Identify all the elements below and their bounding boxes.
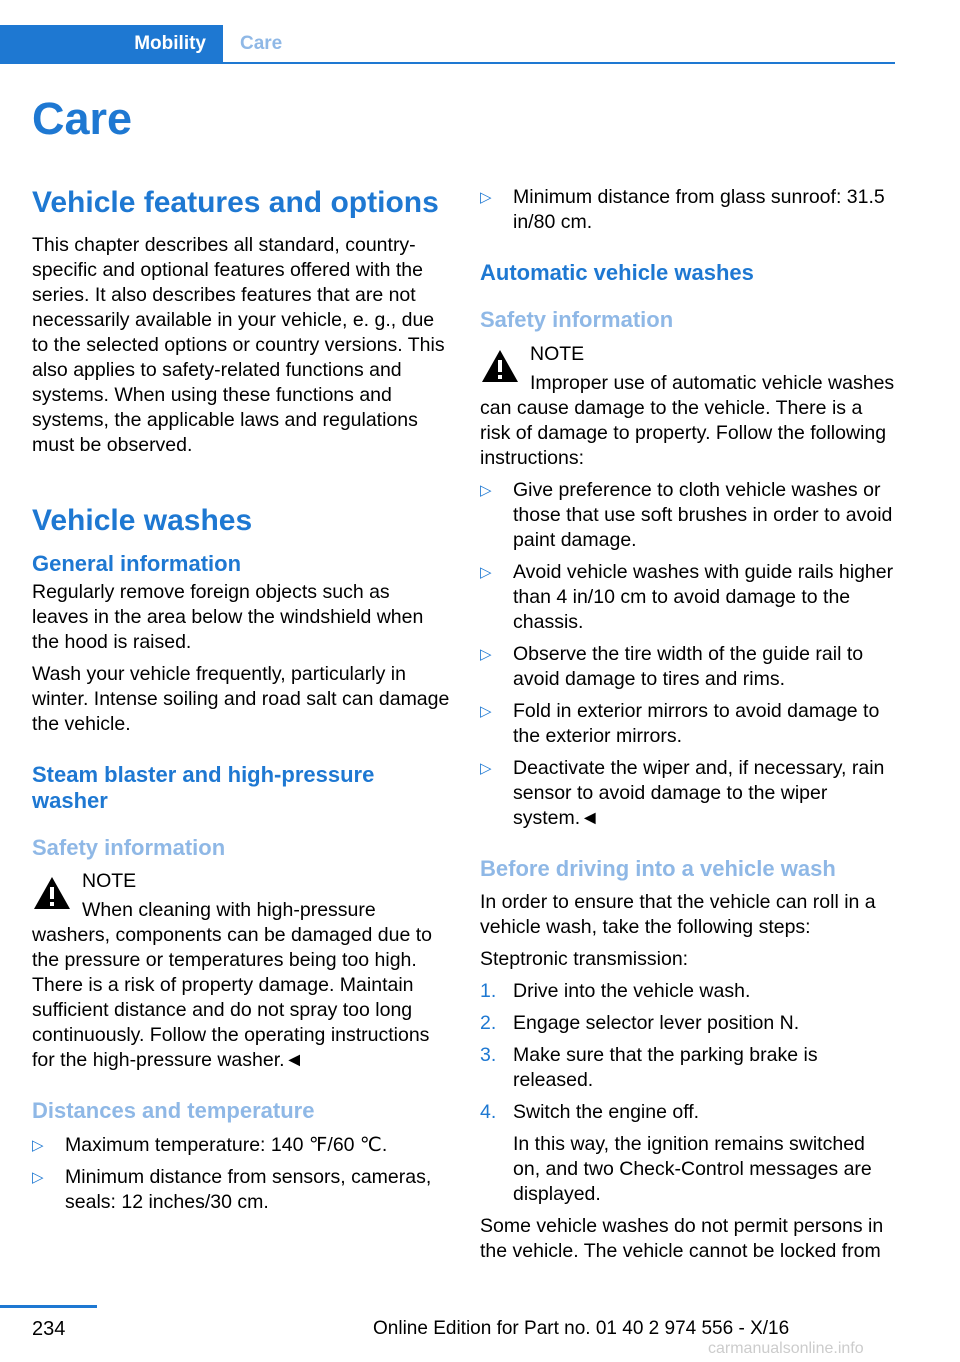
list-item: ▷ Minimum distance from sensors, cameras, seals: 12 inches/30 cm. xyxy=(32,1165,432,1213)
list-item: ▷ Give preference to cloth vehicle washes or those that use soft brushes in order to avoid paint damage. xyxy=(480,478,893,551)
triangle-bullet-icon: ▷ xyxy=(480,702,492,720)
edition-note: Online Edition for Part no. 01 40 2 974 556 - X/16 xyxy=(373,1318,790,1339)
step-number: 4. xyxy=(480,1101,497,1124)
step-number: 2. xyxy=(480,1012,497,1035)
paragraph-before: In order to ensure that the vehicle can roll in a vehicle wash, take the following steps: xyxy=(480,891,876,939)
list-item: ▷ Maximum temperature: 140 ℉/60 ℃. xyxy=(32,1133,388,1156)
heading-vehicle-features: Vehicle features and options xyxy=(32,186,439,219)
heading-general-information: General information xyxy=(32,551,242,576)
warning-triangle-icon xyxy=(480,348,520,384)
note-text: When cleaning with high-pressure washers, components can be damaged due to the pressure or temperatures being too high. There is a risk of property damage. Maintain sufficient distance and do not spray too long continuously. Follow the operating instructions for the high-pressure washer.◄ xyxy=(32,899,433,1072)
step-number: 1. xyxy=(480,980,497,1003)
right-column xyxy=(480,185,895,1271)
heading-before-driving: Before driving into a vehicle wash xyxy=(480,855,836,881)
list-item: ▷ Fold in exterior mirrors to avoid damage to the exterior mirrors. xyxy=(480,699,880,747)
list-item: ▷ Observe the tire width of the guide rail to avoid damage to tires and rims. xyxy=(480,642,864,690)
running-header xyxy=(0,25,895,64)
note-text: Improper use of automatic vehicle washes can cause damage to the vehicle. There is a risk of damage to property. Follow the following instructions: xyxy=(480,371,895,469)
heading-distances-temperature: Distances and temperature xyxy=(32,1098,315,1124)
paragraph-general-2: Wash your vehicle frequently, particularly in winter. Intense soiling and road salt can damage the vehicle. xyxy=(32,663,450,736)
left-column xyxy=(32,185,450,1222)
paragraph-steptronic: Steptronic transmission: xyxy=(480,948,689,971)
distances-list xyxy=(32,1133,450,1215)
triangle-bullet-icon: ▷ xyxy=(480,481,492,499)
step-note: In this way, the ignition remains switched on, and two Check-Control messages are displayed. xyxy=(513,1133,872,1206)
list-item: ▷ Minimum distance from glass sunroof: 31.5 in/80 cm. xyxy=(480,186,885,233)
warning-triangle-icon xyxy=(32,875,72,911)
note-label: NOTE xyxy=(82,870,137,893)
paragraph-persons: Some vehicle washes do not permit persons in the vehicle. The vehicle cannot be locked from xyxy=(480,1215,884,1263)
heading-safety-information: Safety information xyxy=(32,834,226,860)
list-item: ▷ Avoid vehicle washes with guide rails higher than 4 in/10 cm to avoid damage to the chassis. xyxy=(480,560,894,633)
triangle-bullet-icon: ▷ xyxy=(480,563,492,581)
instructions-list xyxy=(480,478,895,831)
list-item: 1. Drive into the vehicle wash. xyxy=(480,980,751,1003)
triangle-bullet-icon: ▷ xyxy=(480,189,492,206)
distances-list-continued xyxy=(480,185,895,235)
list-item: 2. Engage selector lever position N. xyxy=(480,1012,800,1035)
tab-care: Care xyxy=(240,32,283,54)
paragraph-general-1: Regularly remove foreign objects such as leaves in the area below the windshield when the hood is raised. xyxy=(32,581,424,654)
paragraph-features: This chapter describes all standard, country-specific and optional features offered with the series. It also describes features that are not necessarily available in your vehicle, e. g., due to the selected options or country versions. This also applies to safety-related functions and systems. When using these functions and systems, the applicable laws and regulations must be observed. xyxy=(32,234,445,456)
heading-vehicle-washes: Vehicle washes xyxy=(32,504,253,537)
tab-mobility: Mobility xyxy=(0,25,223,62)
watermark: carmanualsonline.info xyxy=(708,1340,864,1357)
note-label: NOTE xyxy=(530,342,585,365)
triangle-bullet-icon: ▷ xyxy=(480,645,492,663)
steps-list xyxy=(480,979,895,1207)
triangle-bullet-icon: ▷ xyxy=(32,1168,44,1186)
triangle-bullet-icon: ▷ xyxy=(480,759,492,777)
footer-rule xyxy=(0,1305,97,1308)
step-number: 3. xyxy=(480,1044,497,1067)
note-high-pressure xyxy=(32,869,450,1073)
triangle-bullet-icon: ▷ xyxy=(32,1136,44,1154)
heading-automatic-washes: Automatic vehicle washes xyxy=(480,260,754,285)
note-automatic-washes xyxy=(480,342,895,471)
list-item: ▷ Deactivate the wiper and, if necessary, rain sensor to avoid damage to the wiper system.◄ xyxy=(480,756,885,829)
list-item: 3. Make sure that the parking brake is released. xyxy=(480,1044,818,1092)
heading-steam-blaster: Steam blaster and high-pressure washer xyxy=(32,762,375,813)
heading-safety-information-2: Safety information xyxy=(480,307,674,333)
page-number: 234 xyxy=(32,1318,66,1340)
page-title: Care xyxy=(32,93,133,144)
list-item: 4. Switch the engine off. In this way, the ignition remains switched on, and two Check-Control messages are displayed. xyxy=(480,1100,895,1207)
